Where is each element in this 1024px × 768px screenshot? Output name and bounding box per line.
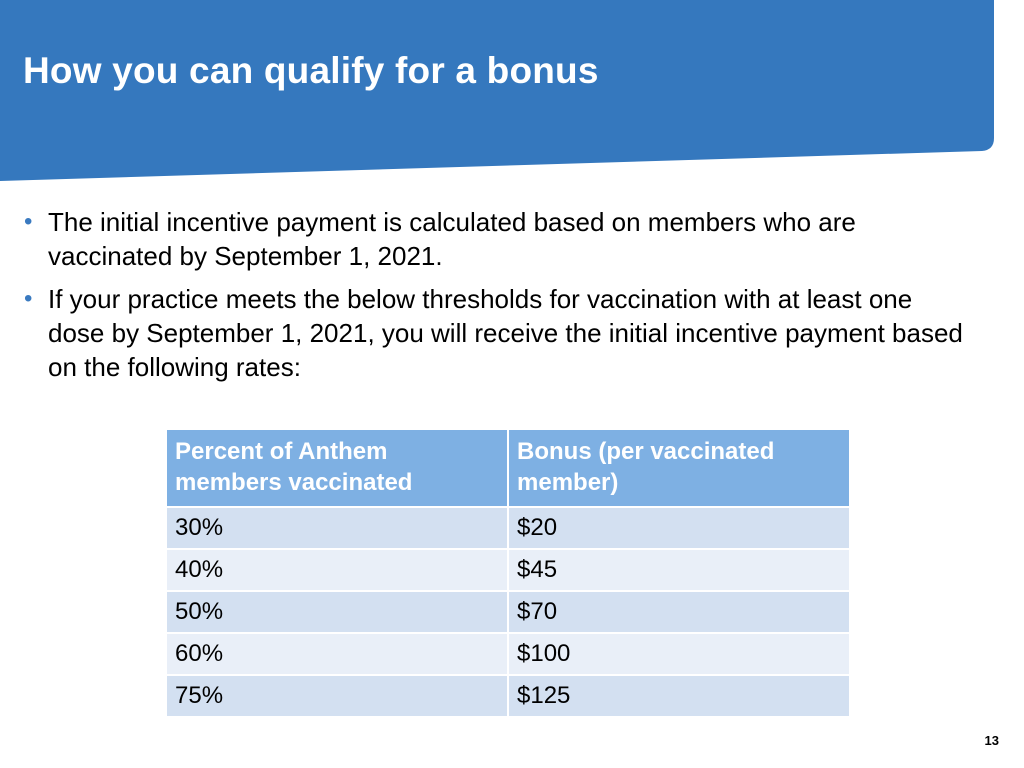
table-row — [166, 549, 850, 591]
bullet-dot-icon: • — [24, 285, 33, 312]
cell-bonus: $45 — [508, 549, 850, 591]
cell-percent: 40% — [166, 549, 508, 591]
bullet-text: The initial incentive payment is calculated based on members who are vaccinated by September 1, 2021. — [48, 207, 856, 271]
page-number: 13 — [984, 733, 999, 748]
bullet-item — [22, 282, 972, 384]
cell-percent: 30% — [166, 507, 508, 549]
header-bonus: Bonus (per vaccinated member) — [508, 429, 850, 507]
slide-title: How you can qualify for a bonus — [23, 50, 599, 91]
header-percent-vaccinated: Percent of Anthem members vaccinated — [166, 429, 508, 507]
cell-percent: 60% — [166, 633, 508, 675]
cell-percent: 50% — [166, 591, 508, 633]
table-row — [166, 633, 850, 675]
bullet-text: If your practice meets the below thresholds for vaccination with at least one dose by September 1, 2021, you will receive the initial incentive payment based on the following rates: — [48, 284, 963, 382]
cell-bonus: $20 — [508, 507, 850, 549]
table-row — [166, 507, 850, 549]
table-row — [166, 591, 850, 633]
bullet-dot-icon: • — [24, 208, 33, 235]
cell-percent: 75% — [166, 675, 508, 717]
title-band — [0, 0, 1024, 190]
table-header-row — [166, 429, 850, 507]
title-band-shape — [0, 0, 1024, 190]
cell-bonus: $100 — [508, 633, 850, 675]
cell-bonus: $125 — [508, 675, 850, 717]
cell-bonus: $70 — [508, 591, 850, 633]
table-row — [166, 675, 850, 717]
bonus-rates-table — [165, 428, 851, 718]
bullet-item — [22, 205, 972, 273]
bullet-list — [22, 205, 972, 393]
